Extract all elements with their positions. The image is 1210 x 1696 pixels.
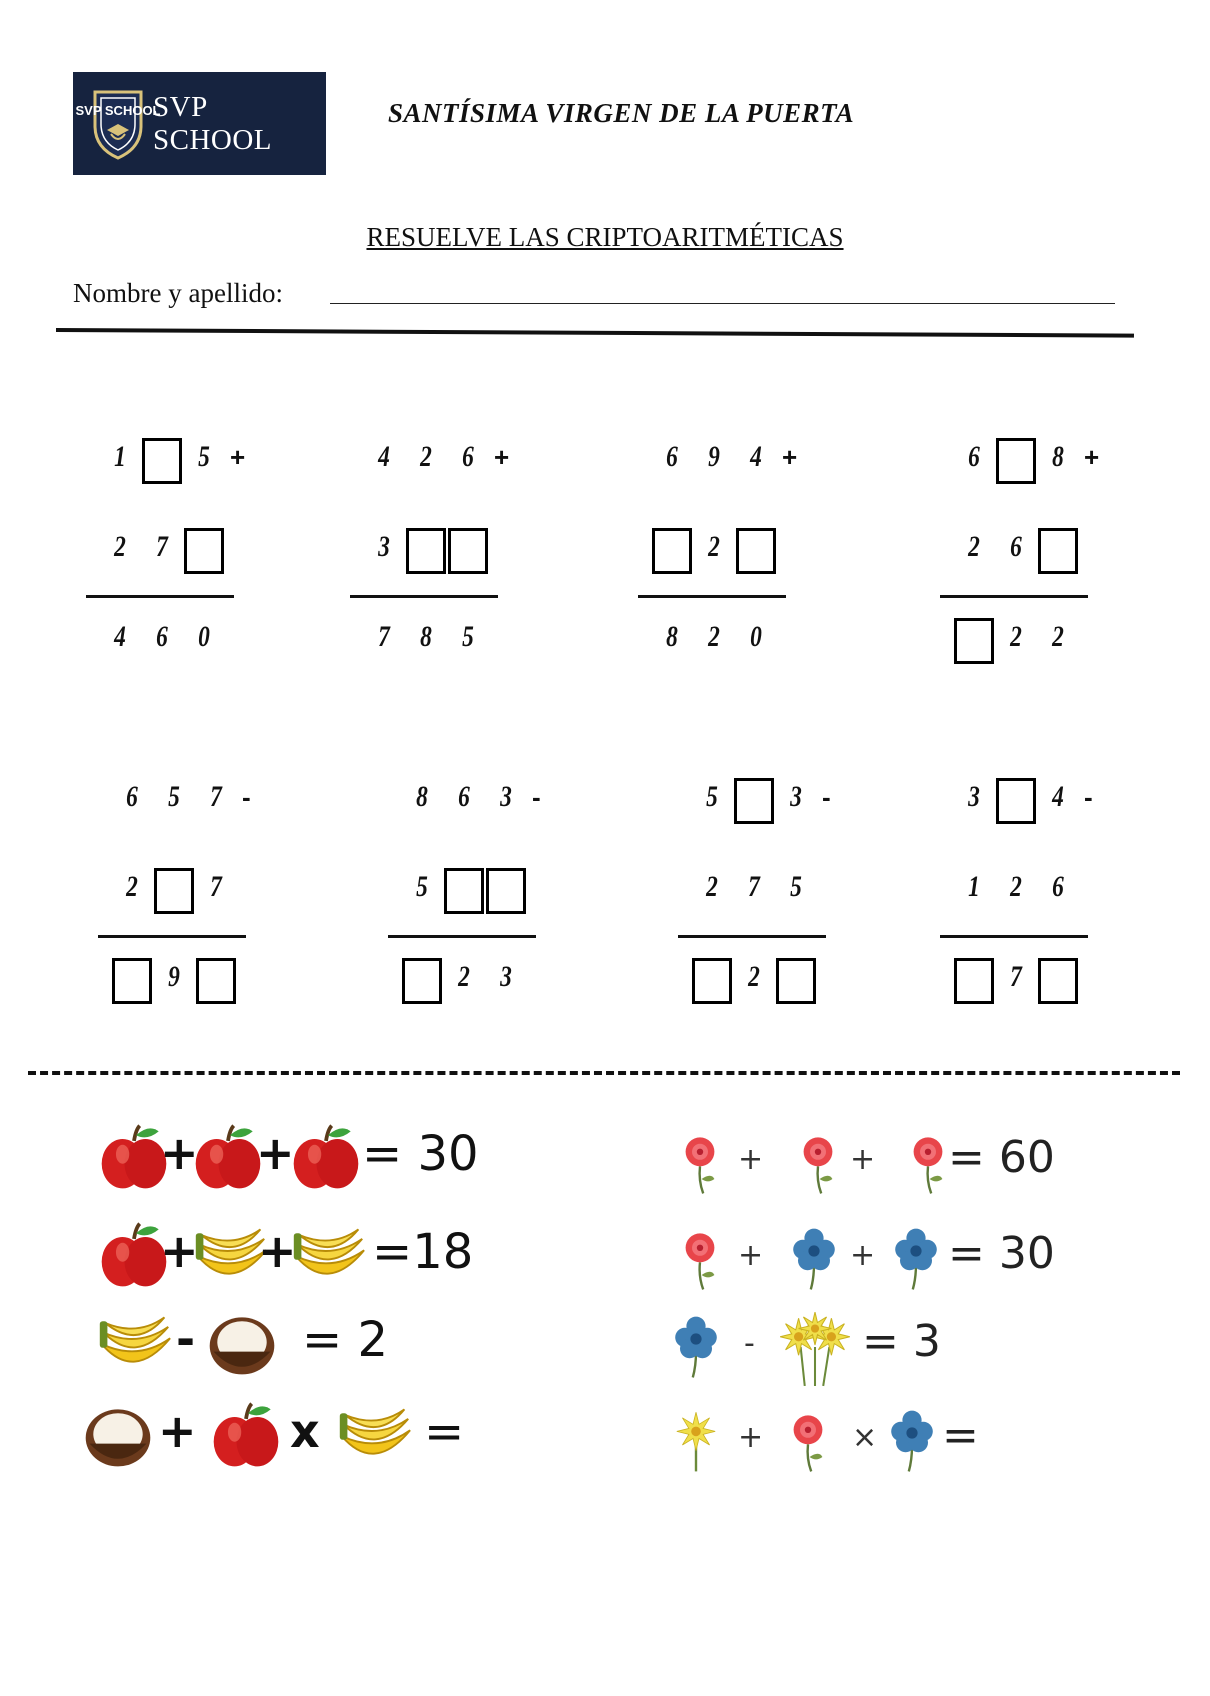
shield-icon (75, 88, 161, 160)
answer-box[interactable] (444, 868, 484, 914)
red-flower-icon (668, 1122, 732, 1204)
digit: 8 (1052, 440, 1064, 473)
digit: 7 (1010, 960, 1022, 993)
digit: 6 (968, 440, 980, 473)
minus-sign: - (242, 782, 251, 812)
sum-line (940, 935, 1088, 938)
operator: + (256, 1126, 295, 1180)
digit: 7 (378, 620, 390, 653)
digit: 2 (458, 960, 470, 993)
apple-icon (288, 1120, 364, 1196)
fruit-result: =18 (372, 1224, 474, 1280)
digit: 6 (666, 440, 678, 473)
answer-box[interactable] (112, 958, 152, 1004)
operator: + (158, 1404, 197, 1458)
fruit-result: = (424, 1404, 465, 1460)
banana-icon (290, 1218, 366, 1294)
banana-icon (96, 1306, 172, 1382)
answer-box[interactable] (142, 438, 182, 484)
red-flower-icon (786, 1122, 850, 1204)
operator: × (852, 1420, 878, 1455)
digit: 5 (462, 620, 474, 653)
answer-box[interactable] (996, 438, 1036, 484)
digit: 7 (156, 530, 168, 563)
digit: 6 (462, 440, 474, 473)
banana-icon (336, 1398, 412, 1474)
flower-result: = (942, 1410, 979, 1461)
fruit-result: = 2 (302, 1312, 389, 1368)
minus-sign: - (532, 782, 541, 812)
answer-box[interactable] (736, 528, 776, 574)
minus-sign: - (822, 782, 831, 812)
flower-result: = 60 (948, 1132, 1055, 1183)
digit: 2 (114, 530, 126, 563)
digit: 4 (1052, 780, 1064, 813)
digit: 8 (420, 620, 432, 653)
yellow-flowers-icon (772, 1306, 858, 1388)
digit: 2 (748, 960, 760, 993)
answer-box[interactable] (776, 958, 816, 1004)
digit: 6 (458, 780, 470, 813)
sum-line (98, 935, 246, 938)
answer-box[interactable] (402, 958, 442, 1004)
operator: - (176, 1312, 196, 1366)
sum-line (86, 595, 234, 598)
digit: 5 (198, 440, 210, 473)
digit: 3 (500, 780, 512, 813)
sum-line (350, 595, 498, 598)
operator: + (850, 1238, 876, 1273)
answer-box[interactable] (196, 958, 236, 1004)
plus-sign: + (782, 442, 798, 472)
worksheet-title: RESUELVE LAS CRIPTOARITMÉTICAS (366, 222, 844, 252)
operator: + (738, 1420, 764, 1455)
operator: x (290, 1404, 320, 1458)
digit: 8 (666, 620, 678, 653)
logo-badge-text: SVP SCHOOL (75, 102, 161, 118)
digit: 6 (126, 780, 138, 813)
sum-line (638, 595, 786, 598)
operator: - (744, 1326, 755, 1361)
digit: 2 (420, 440, 432, 473)
digit: 4 (750, 440, 762, 473)
digit: 5 (706, 780, 718, 813)
blue-flower-icon (884, 1218, 948, 1300)
school-name: SANTÍSIMA VIRGEN DE LA PUERTA (388, 98, 855, 128)
digit: 3 (500, 960, 512, 993)
answer-box[interactable] (692, 958, 732, 1004)
answer-box[interactable] (448, 528, 488, 574)
apple-icon (190, 1120, 266, 1196)
red-flower-icon (668, 1218, 732, 1300)
operator: + (850, 1142, 876, 1177)
answer-box[interactable] (652, 528, 692, 574)
flower-result: = 3 (862, 1316, 941, 1367)
digit: 2 (126, 870, 138, 903)
sum-line (940, 595, 1088, 598)
digit: 2 (968, 530, 980, 563)
red-flower-icon (776, 1400, 840, 1482)
minus-sign: - (1084, 782, 1093, 812)
digit: 9 (708, 440, 720, 473)
digit: 0 (198, 620, 210, 653)
answer-box[interactable] (154, 868, 194, 914)
digit: 6 (1052, 870, 1064, 903)
digit: 3 (790, 780, 802, 813)
operator: + (160, 1126, 199, 1180)
digit: 6 (1010, 530, 1022, 563)
answer-box[interactable] (1038, 958, 1078, 1004)
operator: + (160, 1224, 199, 1278)
digit: 6 (156, 620, 168, 653)
header-divider (56, 328, 1134, 338)
answer-box[interactable] (406, 528, 446, 574)
digit: 9 (168, 960, 180, 993)
answer-box[interactable] (954, 958, 994, 1004)
digit: 7 (748, 870, 760, 903)
flower-result: = 30 (948, 1228, 1055, 1279)
digit: 2 (1010, 620, 1022, 653)
yellow-flower-icon (664, 1400, 728, 1482)
plus-sign: + (1084, 442, 1100, 472)
coconut-icon (80, 1398, 156, 1474)
operator: + (738, 1142, 764, 1177)
plus-sign: + (230, 442, 246, 472)
school-logo (73, 72, 326, 175)
digit: 2 (1052, 620, 1064, 653)
plus-sign: + (494, 442, 510, 472)
coconut-icon (204, 1306, 280, 1382)
digit: 2 (706, 870, 718, 903)
name-label: Nombre y apellido: (73, 278, 283, 308)
digit: 2 (708, 530, 720, 563)
digit: 0 (750, 620, 762, 653)
answer-box[interactable] (486, 868, 526, 914)
digit: 5 (790, 870, 802, 903)
blue-flower-icon (782, 1218, 846, 1300)
digit: 5 (168, 780, 180, 813)
digit: 3 (968, 780, 980, 813)
blue-flower-icon (880, 1400, 944, 1482)
digit: 8 (416, 780, 428, 813)
digit: 5 (416, 870, 428, 903)
sum-line (388, 935, 536, 938)
blue-flower-icon (664, 1306, 728, 1388)
operator: + (258, 1224, 297, 1278)
digit: 3 (378, 530, 390, 563)
digit: 2 (708, 620, 720, 653)
operator: + (738, 1238, 764, 1273)
answer-box[interactable] (1038, 528, 1078, 574)
digit: 2 (1010, 870, 1022, 903)
dashed-separator (28, 1071, 1180, 1075)
digit: 1 (968, 870, 980, 903)
answer-box[interactable] (734, 778, 774, 824)
sum-line (678, 935, 826, 938)
answer-box[interactable] (184, 528, 224, 574)
apple-icon (208, 1398, 284, 1474)
digit: 7 (210, 780, 222, 813)
answer-box[interactable] (954, 618, 994, 664)
name-input-line[interactable] (330, 303, 1115, 304)
digit: 4 (114, 620, 126, 653)
answer-box[interactable] (996, 778, 1036, 824)
digit: 1 (114, 440, 126, 473)
fruit-result: = 30 (362, 1126, 479, 1182)
digit: 7 (210, 870, 222, 903)
logo-text: SVP SCHOOL (153, 90, 273, 156)
digit: 4 (378, 440, 390, 473)
banana-icon (192, 1218, 268, 1294)
